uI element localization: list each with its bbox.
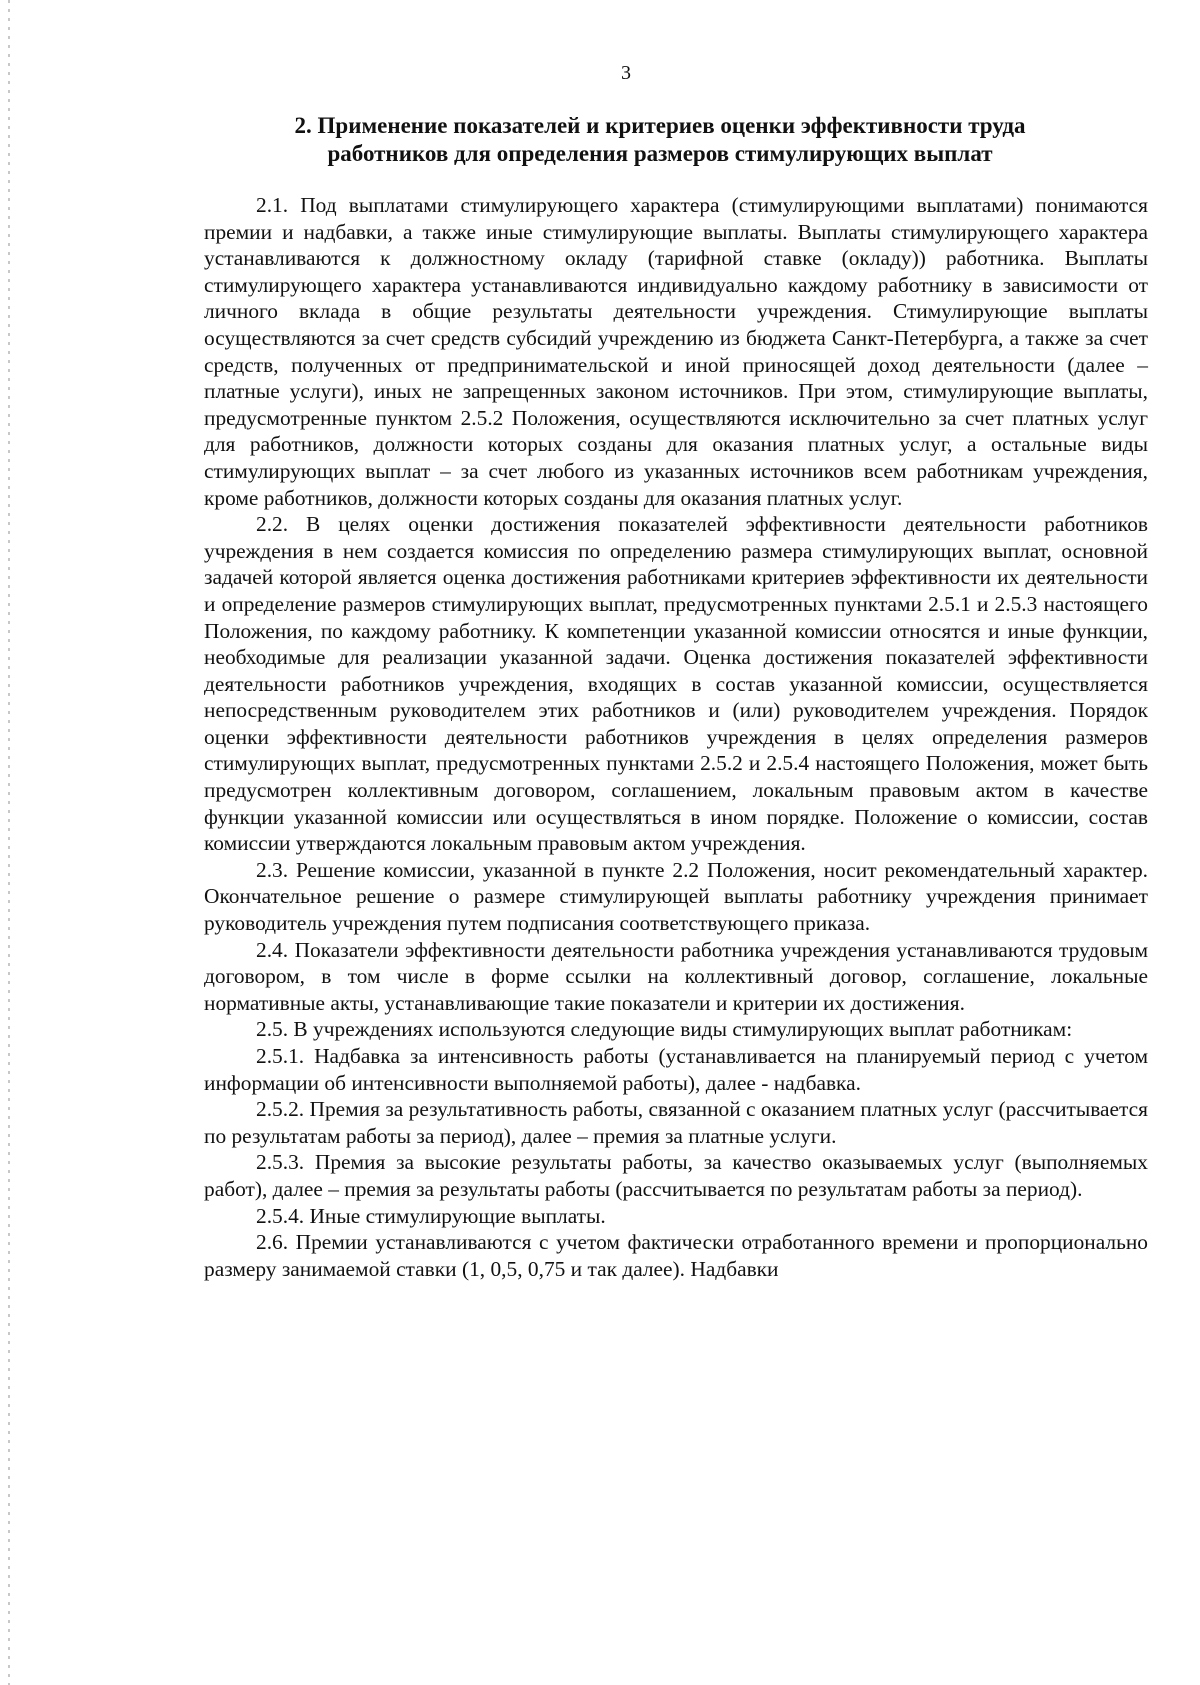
paragraph-2-6: 2.6. Премии устанавливаются с учетом фактически отработанного времени и пропорционально размеру занимаемой ставки (1, 0,5, 0,75 и так далее). Надбавки [204, 1230, 1148, 1281]
paragraph-2-4: 2.4. Показатели эффективности деятельности работника учреждения устанавливаются трудовым договором, в том числе в форме ссылки на коллективный договор, соглашение, локальные нормативные акты, устанавливающие такие показатели и критерии их достижения. [204, 937, 1148, 1015]
paragraph-2-1: 2.1. Под выплатами стимулирующего характера (стимулирующими выплатами) понимаются премии и надбавки, а также иные стимулирующие выплаты. Выплаты стимулирующего характера устанавливаются к должностному окладу (тарифной ставке (окладу)) работника. Выплаты стимулирующего характера устанавливаются индивидуально каждому работнику в зависимости от личного вклада в общие результаты деятельности учреждения. Стимулирующие выплаты осуществляются за счет средств субсидий учреждению из бюджета Санкт-Петербурга, а также за счет средств, полученных от предпринимательской и иной приносящей доход деятельности (далее – платные услуги), иных не запрещенных законом источников. При этом, стимулирующие выплаты, предусмотренные пунктом 2.5.2 Положения, осуществляются исключительно за счет платных услуг для работников, должности которых созданы для оказания платных услуг, а остальные виды стимулирующих выплат – за счет любого из указанных источников всем работникам учреждения, кроме работников, должности которых созданы для оказания платных услуг. [204, 193, 1148, 510]
section-heading-line-1: 2. Применение показателей и критериев оценки эффективности труда [294, 113, 1026, 138]
paragraph-2-5-3: 2.5.3. Премия за высокие результаты работы, за качество оказываемых услуг (выполняемых работ), далее – премия за результаты работы (рассчитывается по результатам работы за период). [204, 1150, 1148, 1201]
paragraph-2-5-1: 2.5.1. Надбавка за интенсивность работы (устанавливается на планируемый период с учетом информации об интенсивности выполняемой работы), далее - надбавка. [204, 1044, 1148, 1095]
paragraph-2-5: 2.5. В учреждениях используются следующие виды стимулирующих выплат работникам: [256, 1017, 1073, 1042]
section-heading [240, 112, 1080, 168]
page-number: 3 [621, 62, 631, 84]
paragraph-2-5-2: 2.5.2. Премия за результативность работы, связанной с оказанием платных услуг (рассчитывается по результатам работы за период), далее – премия за платные услуги. [204, 1097, 1148, 1148]
section-heading-line-2: работников для определения размеров стимулирующих выплат [327, 141, 993, 166]
paragraph-2-3: 2.3. Решение комиссии, указанной в пункте 2.2 Положения, носит рекомендательный характер. Окончательное решение о размере стимулирующей выплаты работнику учреждения принимает руководитель учреждения путем подписания соответствующего приказа. [204, 857, 1148, 936]
document-body [204, 192, 1148, 1282]
paragraph-2-2: 2.2. В целях оценки достижения показателей эффективности деятельности работников учреждения в нем создается комиссия по определению размера стимулирующих выплат, основной задачей которой является оценка достижения работниками критериев эффективности их деятельности и определение размеров стимулирующих выплат, предусмотренных пунктами 2.5.1 и 2.5.3 настоящего Положения, по каждому работнику. К компетенции указанной комиссии относятся и иные функции, необходимые для реализации указанной задачи. Оценка достижения показателей эффективности деятельности работников учреждения, входящих в состав указанной комиссии, осуществляется непосредственным руководителем этих работников и (или) руководителем учреждения. Порядок оценки эффективности деятельности работников учреждения в целях определения размеров стимулирующих выплат, предусмотренных пунктами 2.5.2 и 2.5.4 настоящего Положения, может быть предусмотрен коллективным договором, соглашением, локальным правовым актом в качестве функции указанной комиссии или осуществляться в ином порядке. Положение о комиссии, состав комиссии утверждаются локальным правовым актом учреждения. [204, 512, 1148, 856]
scan-edge [8, 0, 10, 1685]
paragraph-2-5-4: 2.5.4. Иные стимулирующие выплаты. [256, 1203, 606, 1228]
